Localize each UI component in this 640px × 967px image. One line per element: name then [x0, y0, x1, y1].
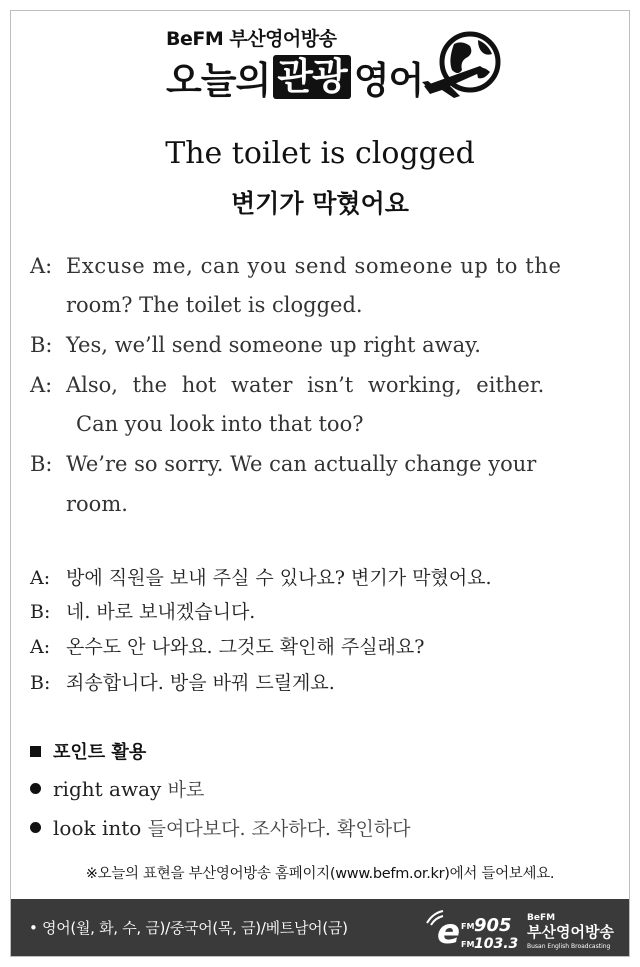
point-term: right away: [53, 777, 162, 801]
point-item: [30, 814, 410, 841]
speaker-label: A:: [30, 567, 51, 589]
square-bullet-icon: [30, 746, 41, 757]
dialogue-en-line: [30, 492, 128, 516]
bullet-icon: [30, 783, 41, 794]
dialogue-text: Excuse me, can you send someone up to the: [66, 254, 562, 278]
program-suffix: 영어: [353, 59, 424, 102]
title-english: The toilet is clogged: [165, 136, 475, 171]
title-korean: 변기가 막혔어요: [231, 189, 409, 218]
dialogue-text: We’re so sorry. We can actually change your: [66, 452, 537, 476]
dialogue-en-line: [30, 333, 481, 357]
dialogue-ko-line: [30, 668, 335, 695]
bullet-icon: [30, 822, 41, 833]
broadcast-schedule: • 영어(월, 화, 수, 금)/중국어(목, 금)/베트남어(금): [29, 919, 348, 937]
dialogue-en-line: [30, 412, 363, 436]
dialogue-text: room.: [66, 492, 128, 516]
svg-text:e: e: [437, 912, 461, 952]
program-highlight: 관광: [273, 55, 350, 99]
point-meaning: 바로: [167, 779, 205, 801]
program-logo: [166, 52, 423, 102]
dialogue-text: Yes, we’ll send someone up right away.: [66, 333, 481, 357]
fm-label-1: FM: [461, 922, 475, 931]
dialogue-text: room? The toilet is clogged.: [66, 293, 363, 317]
dialogue-ko-line: [30, 597, 255, 624]
dialogue-en-line: [30, 293, 363, 317]
footer-bar: [11, 899, 629, 956]
speaker-label: B:: [30, 672, 51, 694]
speaker-label: A:: [30, 373, 53, 397]
globe-airplane-icon: [420, 26, 506, 104]
befm-station-logo: [419, 903, 625, 953]
point-term: look into: [53, 816, 142, 840]
dialogue-text: Can you look into that too?: [76, 412, 364, 436]
dialogue-text: 방에 직원을 보내 주실 수 있나요? 변기가 막혔어요.: [66, 567, 492, 589]
dialogue-ko-line: [30, 563, 492, 590]
speaker-label: B:: [30, 333, 53, 357]
frequency-main: 905: [474, 915, 512, 936]
logo-tagline: Busan English Broadcasting: [527, 943, 611, 950]
station-brand: BeFM 부산영어방송: [166, 28, 337, 50]
website-notice: ※오늘의 표현을 부산영어방송 홈페이지(www.befm.or.kr)에서 들어보세요.: [85, 866, 555, 882]
dialogue-text: 죄송합니다. 방을 바꿔 드릴게요.: [66, 672, 335, 694]
speaker-label: A:: [30, 636, 51, 658]
program-prefix: 오늘의: [166, 59, 271, 102]
point-meaning: 들여다보다. 조사하다. 확인하다: [147, 818, 411, 840]
fm-label-2: FM: [461, 940, 475, 949]
dialogue-ko-line: [30, 632, 424, 659]
speaker-label: B:: [30, 601, 51, 623]
speaker-label: A:: [30, 254, 53, 278]
speaker-label: B:: [30, 452, 53, 476]
point-item: [30, 775, 204, 802]
frequency-sub: 103.3: [474, 936, 519, 952]
dialogue-en-line: [30, 452, 536, 476]
dialogue-en-line: [30, 373, 544, 397]
logo-brand: BeFM: [527, 913, 556, 923]
logo-name: 부산영어방송: [527, 923, 614, 941]
dialogue-text: Also, the hot water isn’t working, either.: [66, 373, 545, 397]
dialogue-text: 온수도 안 나와요. 그것도 확인해 주실래요?: [66, 636, 425, 658]
dialogue-text: 네. 바로 보내겠습니다.: [66, 601, 256, 623]
dialogue-en-line: [30, 254, 562, 278]
points-heading: 포인트 활용: [30, 738, 146, 764]
